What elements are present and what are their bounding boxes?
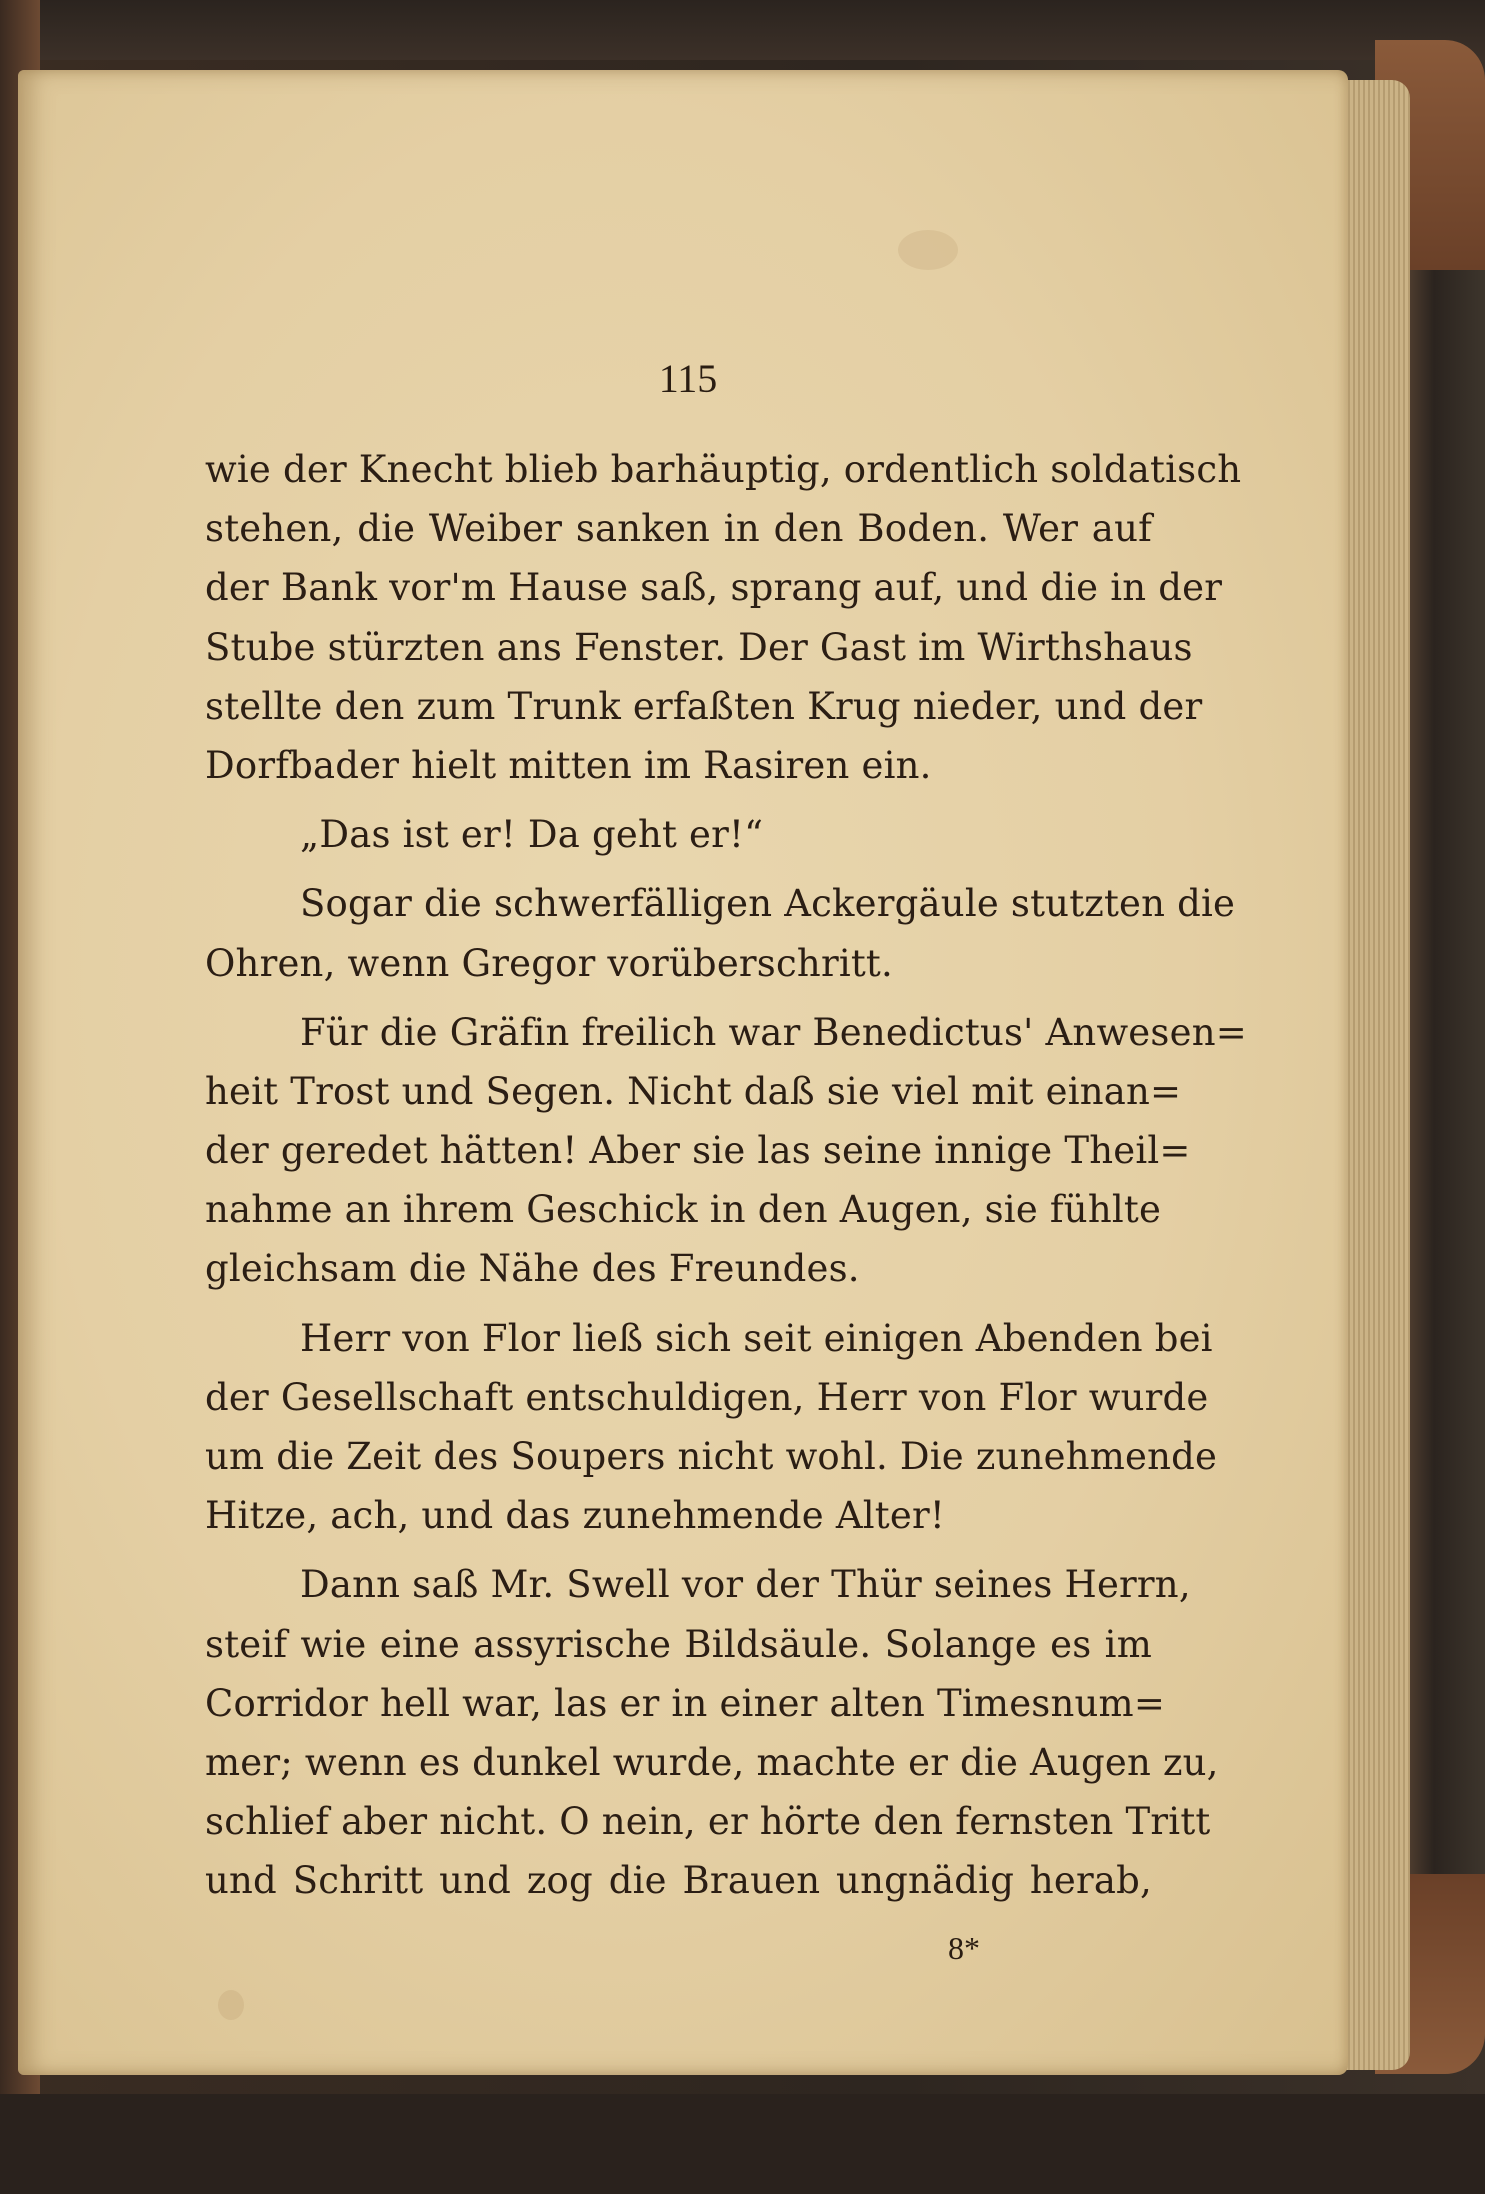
text-line: Hitze, ach, und das zunehmende Alter! — [205, 1494, 945, 1538]
paragraph-gap — [205, 1545, 1152, 1555]
page-number: 115 — [658, 356, 718, 401]
text-line: steif wie eine assyrische Bildsäule. Solange es im — [205, 1622, 1152, 1666]
paragraph-gap — [205, 1299, 1152, 1309]
foxing-spot — [218, 1990, 244, 2020]
text-line: Sogar die schwerfälligen Ackergäule stutzten die — [300, 882, 1236, 926]
text-line: Für die Gräfin freilich war Benedictus' Anwesen= — [300, 1010, 1247, 1054]
paragraph-gap — [205, 864, 1152, 874]
text-line: der Bank vor'm Hause saß, sprang auf, und die in der — [205, 566, 1223, 610]
text-line: heit Trost und Segen. Nicht daß sie viel mit einan= — [205, 1069, 1182, 1113]
text-line: der Gesellschaft entschuldigen, Herr von Flor wurde — [205, 1375, 1209, 1419]
text-line: „Das ist er! Da geht er!“ — [300, 813, 764, 857]
text-line: um die Zeit des Soupers nicht wohl. Die zunehmende — [205, 1435, 1218, 1478]
text-line: stellte den zum Trunk erfaßten Krug nieder, und der — [205, 684, 1203, 728]
text-line: mer; wenn es dunkel wurde, machte er die Augen zu, — [205, 1740, 1219, 1784]
text-line: nahme an ihrem Geschick in den Augen, sie fühlte — [205, 1188, 1162, 1232]
text-line: der geredet hätten! Aber sie las seine innige Theil= — [205, 1129, 1191, 1173]
text-line: stehen, die Weiber sanken in den Boden. Wer auf — [205, 507, 1152, 551]
signature-mark: 8* — [948, 1930, 980, 1966]
text-line: Dann saß Mr. Swell vor der Thür seines Herrn, — [300, 1563, 1191, 1607]
text-line: Herr von Flor ließ sich seit einigen Abenden bei — [300, 1316, 1213, 1360]
paragraph-gap — [205, 795, 1152, 805]
text-line: gleichsam die Nähe des Freundes. — [205, 1247, 860, 1291]
foxing-spot — [898, 230, 958, 270]
bottom-edge — [0, 2094, 1485, 2194]
paragraph-gap — [205, 993, 1152, 1003]
cover-right-edge — [1400, 55, 1485, 2065]
text-line: Stube stürzten ans Fenster. Der Gast im Wirthshaus — [205, 625, 1193, 669]
top-edge — [0, 0, 1485, 60]
text-line: Ohren, wenn Gregor vorüberschritt. — [205, 941, 893, 985]
text-line: schlief aber nicht. O nein, er hörte den fernsten Tritt — [205, 1800, 1211, 1844]
text-line: Corridor hell war, las er in einer alten Timesnum= — [205, 1681, 1166, 1725]
text-line: Dorfbader hielt mitten im Rasiren ein. — [205, 743, 932, 787]
text-line: wie der Knecht blieb barhäuptig, ordentlich soldatisch — [205, 448, 1242, 491]
body-text — [205, 440, 1247, 1911]
text-line: und Schritt und zog die Brauen ungnädig herab, — [205, 1859, 1152, 1903]
book-page — [18, 70, 1348, 2075]
